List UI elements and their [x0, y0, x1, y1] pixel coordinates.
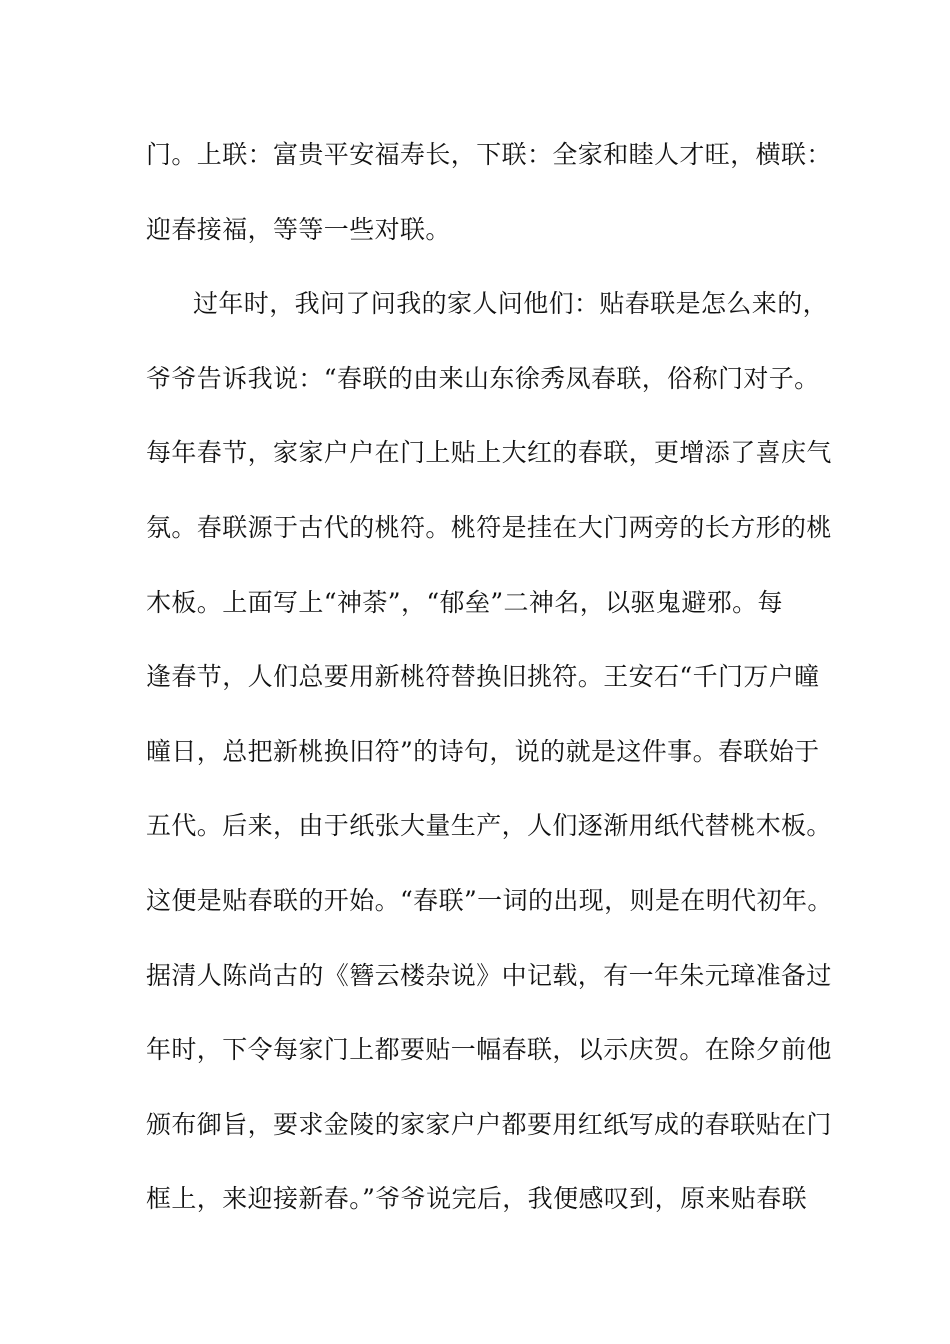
text-line: 氛。春联源于古代的桃符。桃符是挂在大门两旁的长方形的桃: [146, 512, 832, 542]
text-line: 颁布御旨，要求金陵的家家户户都要用红纸写成的春联贴在门: [146, 1109, 832, 1139]
text-line: 门。上联：富贵平安福寿长，下联：全家和睦人才旺，横联：: [146, 140, 832, 169]
text-line: 据清人陈尚古的《簪云楼杂说》中记载，有一年朱元璋准备过: [146, 960, 832, 990]
text-line: 逢春节，人们总要用新桃符替换旧挑符。王安石“千门万户曈: [146, 662, 820, 692]
text-line: 爷爷告诉我说：“春联的由来山东徐秀凤春联，俗称门对子。: [146, 363, 820, 393]
text-line: 这便是贴春联的开始。“春联”一词的出现，则是在明代初年。: [146, 885, 833, 915]
body-text: [146, 130, 833, 1249]
text-line: 每年春节，家家户户在门上贴上大红的春联，更增添了喜庆气: [146, 438, 832, 468]
text-line: 五代。后来，由于纸张大量生产，人们逐渐用纸代替桃木板。: [146, 811, 832, 841]
text-line: 木板。上面写上“神荼”，“郁垒”二神名，以驱鬼避邪。每: [146, 587, 783, 617]
text-line: 迎春接福，等等一些对联。: [146, 214, 451, 244]
text-line: 曈日，总把新桃换旧符”的诗句，说的就是这件事。春联始于: [146, 736, 820, 766]
text-line: 框上，来迎接新春。”爷爷说完后，我便感叹到，原来贴春联: [146, 1184, 808, 1214]
paragraph-start-line: 过年时，我问了问我的家人问他们：贴春联是怎么来的，: [193, 289, 829, 319]
text-line: 年时，下令每家门上都要贴一幅春联，以示庆贺。在除夕前他: [146, 1035, 832, 1065]
